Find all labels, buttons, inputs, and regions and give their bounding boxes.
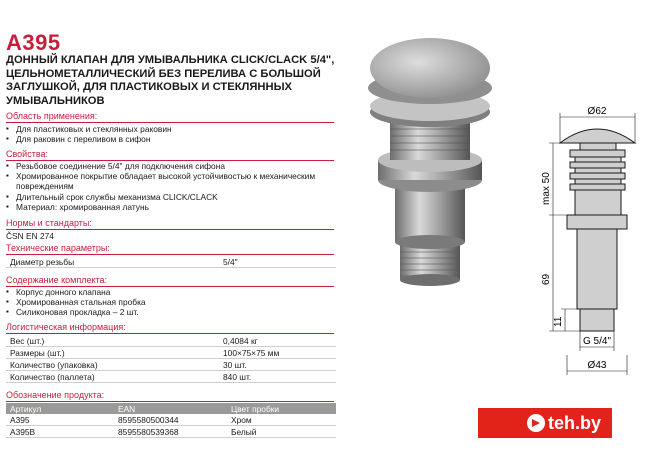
- logistics-heading: Логистическая информация:: [6, 322, 334, 334]
- dim-body-label: 69: [541, 273, 552, 285]
- table-cell: A395: [6, 414, 114, 426]
- table-row: [6, 426, 336, 438]
- tech-table: [6, 256, 336, 268]
- product-codes-heading: Обозначение продукта:: [6, 390, 334, 402]
- logo-text: teh.by: [548, 413, 602, 433]
- dim-thread-height-label: 11: [553, 316, 564, 327]
- dim-max-label: max 50: [541, 172, 552, 205]
- norms-heading: Нормы и стандарты:: [6, 218, 334, 230]
- list-item: ▪ Материал: хромированная латунь: [6, 202, 336, 212]
- table-row: [6, 414, 336, 426]
- table-cell: Размеры (шт.): [6, 347, 219, 359]
- product-codes-table: [6, 403, 336, 438]
- table-row: [6, 371, 336, 383]
- table-cell: Белый: [227, 426, 336, 438]
- table-row: [6, 256, 336, 268]
- list-item: ▪ Силиконовая прокладка – 2 шт.: [6, 307, 336, 317]
- dim-thread-label: G 5/4": [582, 336, 612, 347]
- table-cell: Хром: [227, 414, 336, 426]
- list-item: ▪ Длительный срок службы механизма CLICK/CLACK: [6, 192, 336, 202]
- properties-heading: Свойства:: [6, 149, 334, 161]
- table-cell: 100×75×75 мм: [219, 347, 336, 359]
- product-title: ДОННЫЙ КЛАПАН ДЛЯ УМЫВАЛЬНИКА CLICK/CLACK 5/4", ЦЕЛЬНОМЕТАЛЛИЧЕСКИЙ БЕЗ ПЕРЕЛИВА С БОЛЬШОЙ ЗАГЛУШКОЙ, ДЛЯ ПЛАСТИКОВЫХ И СТЕКЛЯННЫХ УМЫВАЛЬНИКОВ: [6, 54, 335, 107]
- column-header: EAN: [114, 403, 227, 414]
- application-list: [6, 124, 336, 144]
- tech-heading: Технические параметры:: [6, 243, 334, 255]
- technical-drawing: [525, 95, 670, 380]
- list-item: ▪ Хромированная стальная пробка: [6, 297, 336, 307]
- table-header-row: [6, 403, 336, 414]
- table-cell: Вес (шт.): [6, 335, 219, 347]
- dim-cap-label: Ø62: [587, 106, 607, 117]
- list-item: ▪ Резьбовое соединение 5/4" для подключения сифона: [6, 161, 336, 171]
- product-code: A395: [6, 30, 61, 55]
- teh-by-logo: [478, 408, 612, 438]
- table-cell: 840 шт.: [219, 371, 336, 383]
- column-header: Цвет пробки: [227, 403, 336, 414]
- list-item: ▪ Для раковин с переливом в сифон: [6, 134, 336, 144]
- product-photo: [345, 30, 515, 290]
- table-cell: 8595580500344: [114, 414, 227, 426]
- table-cell: 8595580539368: [114, 426, 227, 438]
- table-cell: Количество (паллета): [6, 371, 219, 383]
- logistics-table: [6, 335, 336, 383]
- table-cell: Количество (упаковка): [6, 359, 219, 371]
- contents-heading: Содержание комплекта:: [6, 275, 334, 287]
- properties-list: [6, 161, 336, 212]
- table-row: [6, 347, 336, 359]
- dim-base-label: Ø43: [587, 360, 607, 371]
- table-cell: 0,4084 кг: [219, 335, 336, 347]
- application-heading: Область применения:: [6, 111, 334, 123]
- table-cell: Диаметр резьбы: [6, 256, 219, 268]
- table-row: [6, 359, 336, 371]
- list-item: ▪ Хромированное покрытие обладает высокой устойчивостью к механическим повреждениям: [6, 171, 336, 191]
- column-header: Артикул: [6, 403, 114, 414]
- table-cell: 30 шт.: [219, 359, 336, 371]
- table-row: [6, 335, 336, 347]
- list-item: ▪ Корпус донного клапана: [6, 287, 336, 297]
- table-cell: 5/4": [219, 256, 336, 268]
- list-item: ▪ Для пластиковых и стеклянных раковин: [6, 124, 336, 134]
- norms-value: ČSN EN 274: [6, 231, 54, 241]
- contents-list: [6, 287, 336, 318]
- table-cell: A395B: [6, 426, 114, 438]
